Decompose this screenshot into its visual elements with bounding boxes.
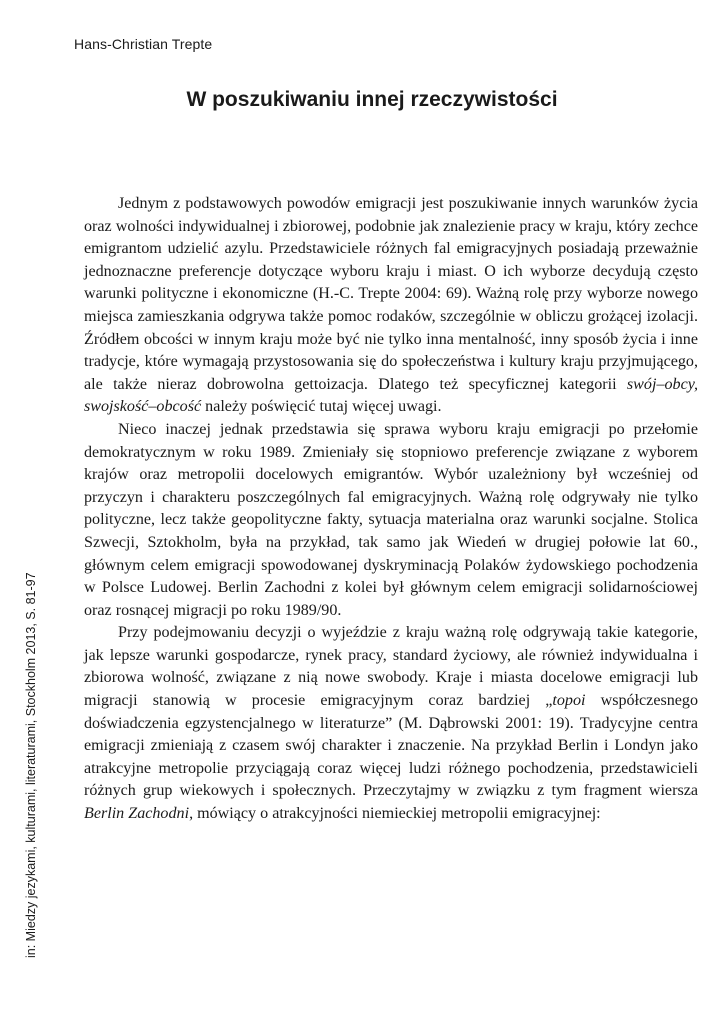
paragraph-text: należy poświęcić tutaj więcej uwagi. [201, 398, 442, 416]
paragraph-text: Jednym z podstawowych powodów emigracji jest poszukiwanie innych warunków życia oraz wolności indywidualnej i zbiorowej, podobnie jak znalezienie pracy w kraju, który zechce emigrantom udzielić azylu. Przedstawiciele różnych fal emigracyjnych posiadają przeważnie jednoznaczne preferencje dotyczące wyboru kraju i miast. O ich wyborze decydują często warunki polityczne i ekonomiczne (H.-C. Trepte 2004: 69). Ważną rolę przy wyborze nowego miejsca zamieszkania odgrywa także pomoc rodaków, szczególnie w obliczu grożącej izolacji. Źródłem obcości w innym kraju może być nie tylko inna mentalność, inny sposób życia i inne tradycje, które wymagają przystosowania się do społeczeństwa i kultury kraju przyjmującego, ale także nieraz dobrowolna gettoizacja. Dlatego też specyficznej kategorii [84, 195, 698, 393]
author-name: Hans-Christian Trepte [74, 36, 213, 52]
paragraph-3 [84, 622, 698, 825]
paragraph-text: , mówiący o atrakcyjności niemieckiej metropolii emigracyjnej: [189, 805, 601, 823]
paragraph-text: Nieco inaczej jednak przedstawia się sprawa wyboru kraju emigracji po przełomie demokratycznym w roku 1989. Zmieniały się stopniowo preferencje związane z wyborem krajów oraz metropolii docelowych emigrantów. Wybór uzależniony był wcześniej od przyczyn i charakteru poszczególnych fal emigracyjnych. Ważną rolę odgrywały nie tylko polityczne, lecz także geopolityczne fakty, sytuacja materialna oraz warunki socjalne. Stolica Szwecji, Sztokholm, była na przykład, tak samo jak Wiedeń w drugiej połowie lat 60., głównym celem emigracji spowodowanej dyskryminacją Polaków żydowskiego pochodzenia w Polsce Ludowej. Berlin Zachodni z kolei był głównym celem emigracji solidarnościowej oraz rosnącej migracji po roku 1989/90. [84, 420, 698, 619]
paragraph-1 [84, 193, 698, 419]
paragraph-text: współczesnego doświadczenia egzystencjalnego w literaturze” (M. Dąbrowski 2001: 19). Tradycyjne centra emigracji zmieniają z czasem swój charakter i znaczenie. Na przykład Berlin i Londyn jako atrakcyjne metropolie przyciągają coraz więcej ludzi różnego pochodzenia, przedstawicieli różnych grup wiekowych i społecznych. Przeczytajmy w związku z tym fragment wiersza [84, 692, 699, 800]
italic-term: swój–obcy, swojskość–obcość [84, 375, 698, 416]
paragraph-2 [84, 419, 698, 622]
paragraph-text: Przy podejmowaniu decyzji o wyjeździe z kraju ważną rolę odgrywają takie kategorie, jak lepsze warunki gospodarcze, rynek pracy, standard życiowy, ale również indywidualna i zbiorowa wolność, związane z nią nowe swobody. Kraje i miasta docelowe emigracji lub migracji stanowią w procesie emigracyjnym coraz bardziej „ [84, 624, 698, 710]
article-title: W poszukiwaniu innej rzeczywistości [186, 88, 558, 111]
italic-poem-title: Berlin Zachodni [84, 805, 190, 823]
italic-term: topoi [552, 692, 586, 710]
article-body [84, 193, 698, 826]
